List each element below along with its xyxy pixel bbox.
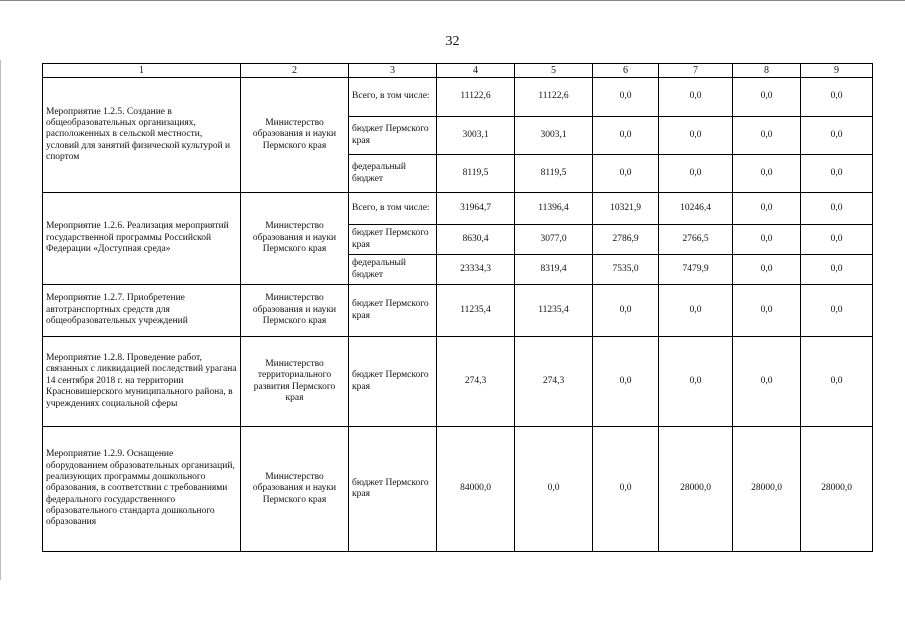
value-cell: 0,0 — [659, 78, 733, 117]
event-name: Мероприятие 1.2.8. Проведение работ, связанных с ликвидацией последствий урагана 14 сентября 2018 г. на территории Красновишерского муниципального района, в учреждениях социальной сферы — [43, 337, 241, 427]
column-header: 5 — [515, 64, 593, 78]
funding-source: федеральный бюджет — [349, 255, 437, 285]
funding-source: Всего, в том числе: — [349, 78, 437, 117]
page-edge-line — [0, 0, 905, 1]
value-cell: 0,0 — [801, 285, 873, 337]
value-cell: 0,0 — [733, 255, 801, 285]
event-name: Мероприятие 1.2.6. Реализация мероприятий государственной программы Российской Федерации «Доступная среда» — [43, 193, 241, 285]
value-cell: 0,0 — [733, 225, 801, 255]
value-cell: 0,0 — [801, 255, 873, 285]
value-cell: 0,0 — [801, 155, 873, 193]
value-cell: 0,0 — [801, 193, 873, 225]
value-cell: 3003,1 — [437, 117, 515, 155]
value-cell: 8319,4 — [515, 255, 593, 285]
event-name: Мероприятие 1.2.9. Оснащение оборудованием образовательных организаций, реализующих программы дошкольного образования, в соответствии с требованиями федерального государственного образовательного стандарта дошкольного образования — [43, 427, 241, 552]
funding-source: Всего, в том числе: — [349, 193, 437, 225]
value-cell: 84000,0 — [437, 427, 515, 552]
funding-source: бюджет Пермского края — [349, 285, 437, 337]
funding-source: федеральный бюджет — [349, 155, 437, 193]
value-cell: 11235,4 — [437, 285, 515, 337]
executor: Министерство образования и науки Пермского края — [241, 193, 349, 285]
value-cell: 0,0 — [593, 155, 659, 193]
table-row — [43, 427, 873, 552]
event-name: Мероприятие 1.2.5. Создание в общеобразовательных организациях, расположенных в сельской местности, условий для занятий физической культурой и спортом — [43, 78, 241, 193]
value-cell: 0,0 — [593, 78, 659, 117]
column-header: 4 — [437, 64, 515, 78]
value-cell: 10321,9 — [593, 193, 659, 225]
funding-source: бюджет Пермского края — [349, 225, 437, 255]
executor: Министерство образования и науки Пермского края — [241, 427, 349, 552]
value-cell: 3077,0 — [515, 225, 593, 255]
value-cell: 0,0 — [659, 155, 733, 193]
value-cell: 28000,0 — [801, 427, 873, 552]
value-cell: 0,0 — [733, 78, 801, 117]
funding-source: бюджет Пермского края — [349, 337, 437, 427]
value-cell: 28000,0 — [659, 427, 733, 552]
value-cell: 31964,7 — [437, 193, 515, 225]
value-cell: 28000,0 — [733, 427, 801, 552]
table-row — [43, 285, 873, 337]
column-header: 8 — [733, 64, 801, 78]
value-cell: 274,3 — [515, 337, 593, 427]
value-cell: 10246,4 — [659, 193, 733, 225]
value-cell: 0,0 — [733, 155, 801, 193]
value-cell: 0,0 — [801, 225, 873, 255]
value-cell: 0,0 — [659, 117, 733, 155]
value-cell: 0,0 — [733, 285, 801, 337]
value-cell: 8119,5 — [437, 155, 515, 193]
funding-source: бюджет Пермского края — [349, 427, 437, 552]
value-cell: 2786,9 — [593, 225, 659, 255]
value-cell: 2766,5 — [659, 225, 733, 255]
executor: Министерство образования и науки Пермского края — [241, 78, 349, 193]
budget-table — [42, 63, 873, 552]
value-cell: 0,0 — [515, 427, 593, 552]
value-cell: 0,0 — [593, 285, 659, 337]
event-name: Мероприятие 1.2.7. Приобретение автотранспортных средств для общеобразовательных учреждений — [43, 285, 241, 337]
value-cell: 274,3 — [437, 337, 515, 427]
column-header: 1 — [43, 64, 241, 78]
value-cell: 11396,4 — [515, 193, 593, 225]
value-cell: 11122,6 — [437, 78, 515, 117]
table-row — [43, 78, 873, 117]
value-cell: 3003,1 — [515, 117, 593, 155]
value-cell: 0,0 — [593, 117, 659, 155]
value-cell: 7479,9 — [659, 255, 733, 285]
value-cell: 7535,0 — [593, 255, 659, 285]
value-cell: 0,0 — [659, 285, 733, 337]
value-cell: 0,0 — [593, 337, 659, 427]
value-cell: 0,0 — [733, 193, 801, 225]
value-cell: 0,0 — [801, 117, 873, 155]
executor: Министерство образования и науки Пермского края — [241, 285, 349, 337]
executor: Министерство территориального развития Пермского края — [241, 337, 349, 427]
funding-source: бюджет Пермского края — [349, 117, 437, 155]
column-header: 2 — [241, 64, 349, 78]
page-number: 32 — [445, 34, 460, 49]
table-row — [43, 337, 873, 427]
value-cell: 0,0 — [733, 117, 801, 155]
page-edge-line — [0, 60, 1, 580]
value-cell: 0,0 — [593, 427, 659, 552]
column-number-row — [43, 64, 873, 78]
value-cell: 0,0 — [801, 78, 873, 117]
value-cell: 8119,5 — [515, 155, 593, 193]
value-cell: 8630,4 — [437, 225, 515, 255]
column-header: 9 — [801, 64, 873, 78]
column-header: 3 — [349, 64, 437, 78]
table-row — [43, 193, 873, 225]
value-cell: 23334,3 — [437, 255, 515, 285]
column-header: 6 — [593, 64, 659, 78]
column-header: 7 — [659, 64, 733, 78]
value-cell: 0,0 — [659, 337, 733, 427]
value-cell: 11122,6 — [515, 78, 593, 117]
value-cell: 0,0 — [801, 337, 873, 427]
value-cell: 0,0 — [733, 337, 801, 427]
value-cell: 11235,4 — [515, 285, 593, 337]
